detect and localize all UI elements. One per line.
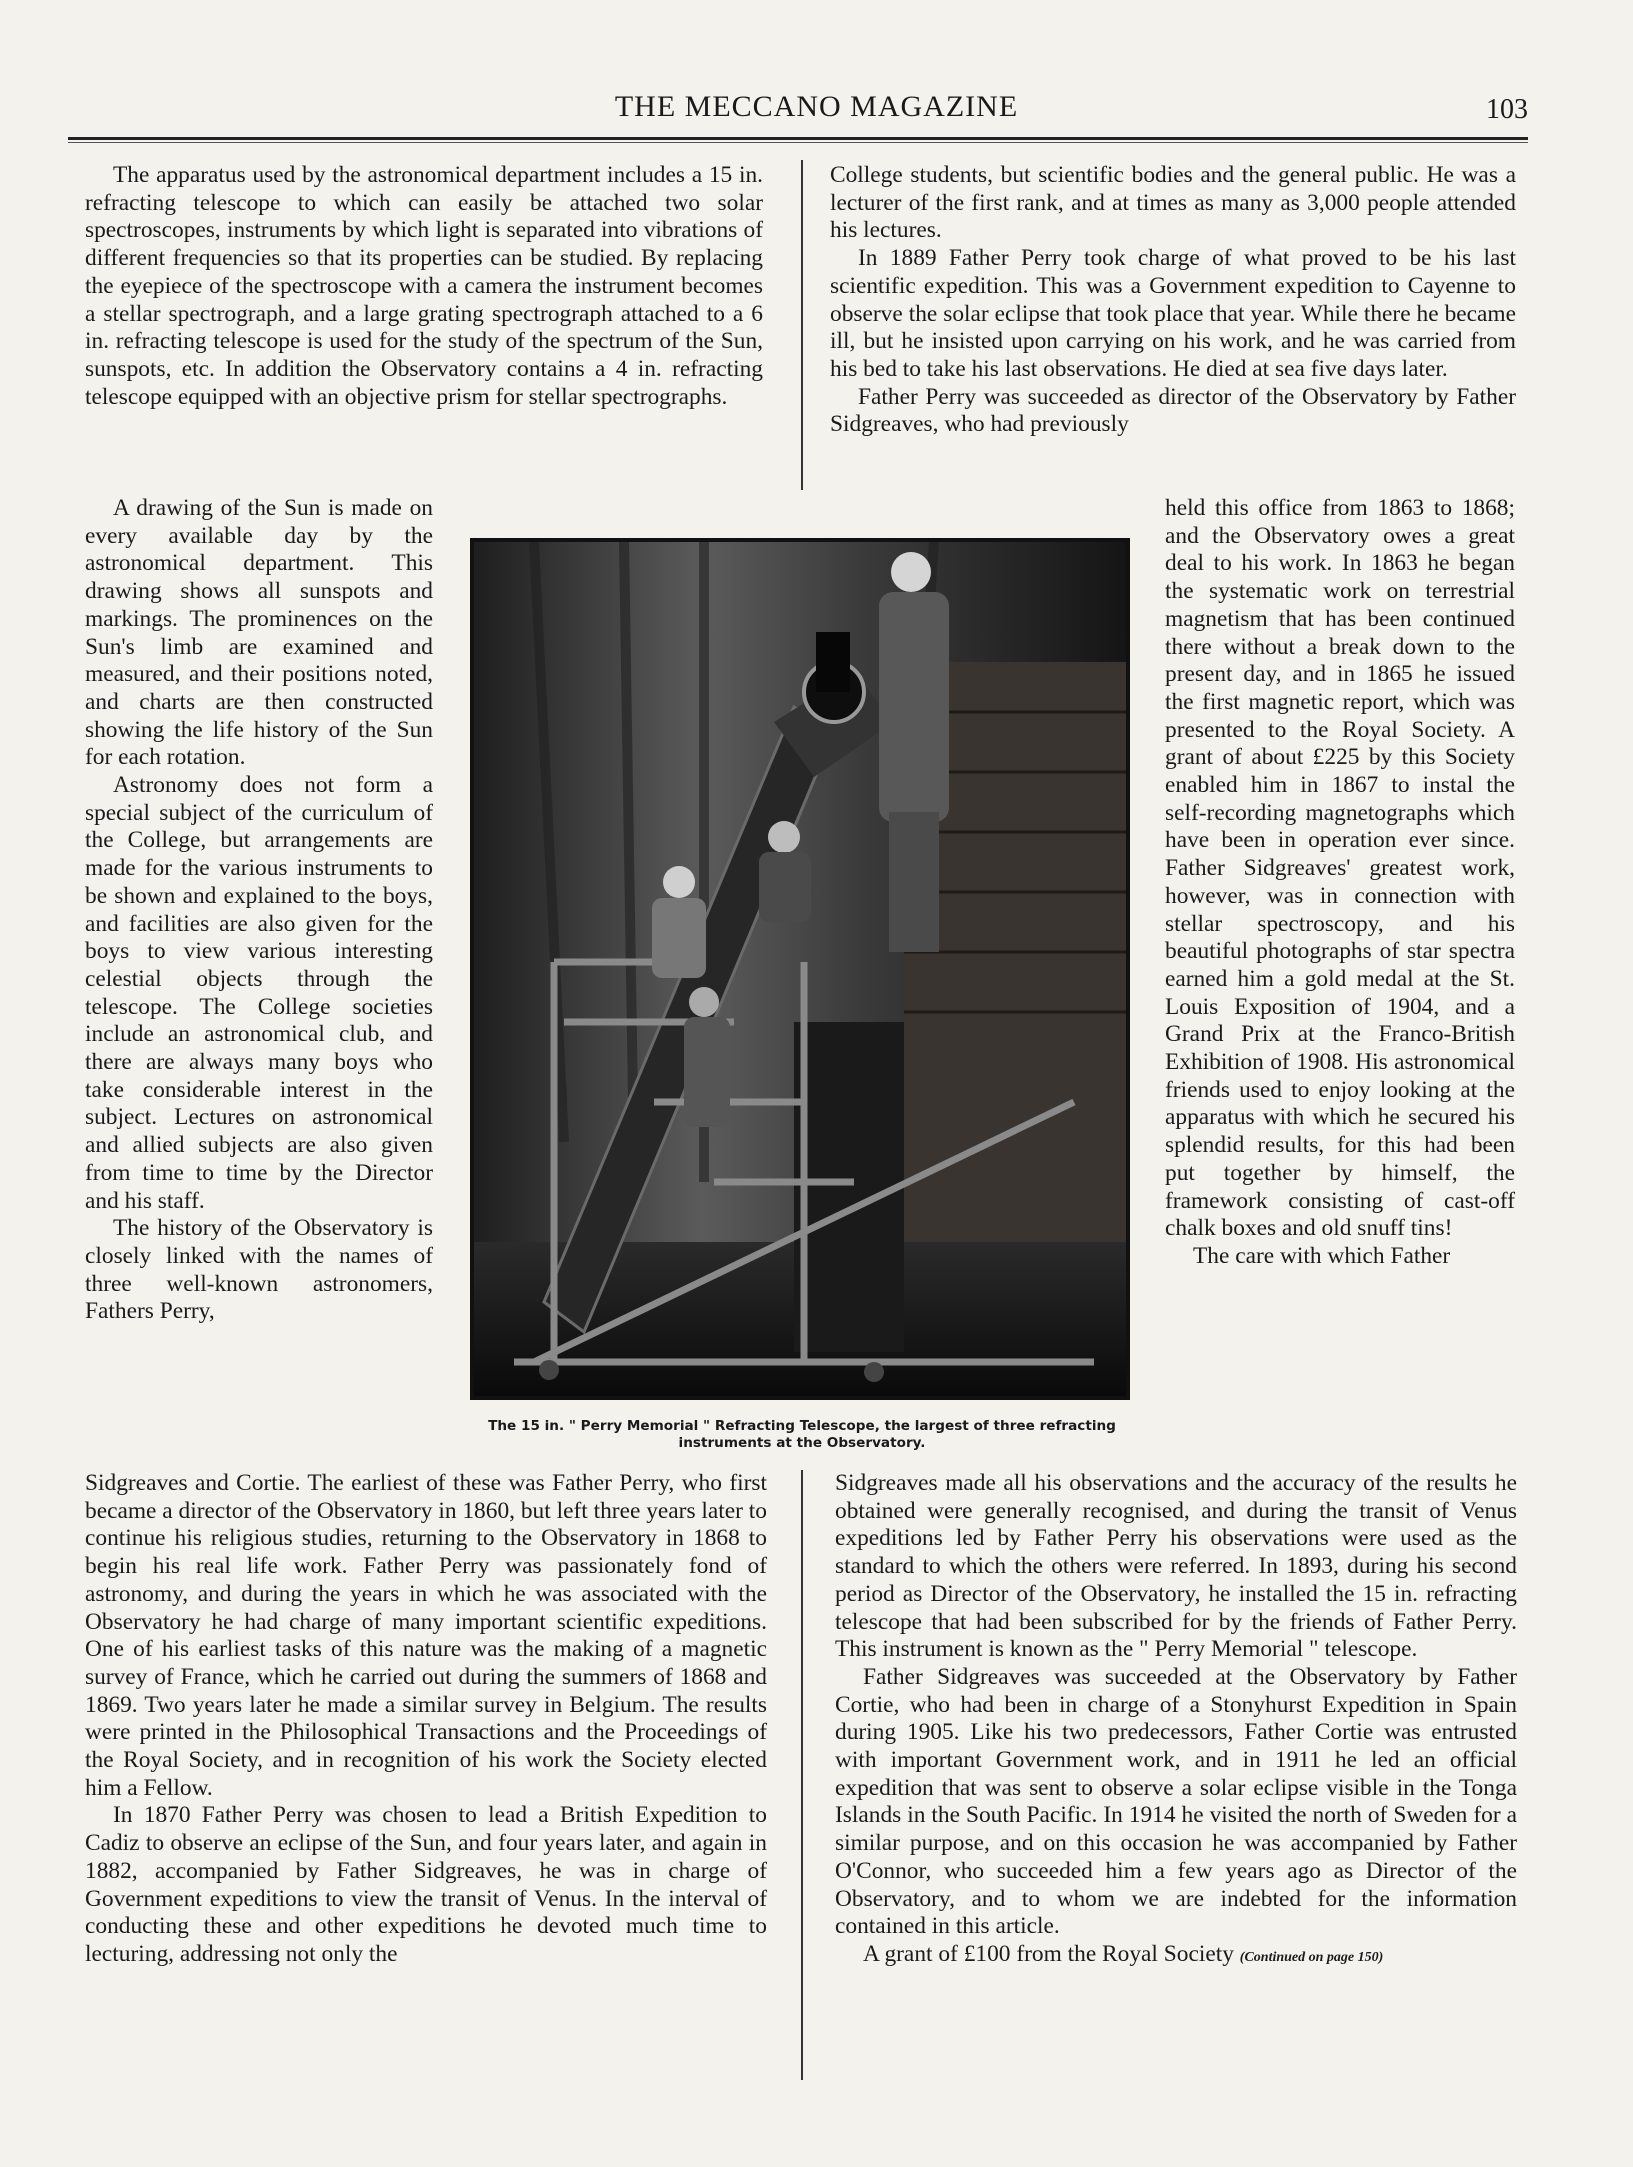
paragraph: Sidgreaves and Cortie. The earliest of these was Father Perry, who first became a director of the Observatory in 1860, but left three years later to continue his religious studies, returning to the Observatory in 1868 to begin his real life work. Father Perry was passionately fond of astronomy, and during the years in which he was associated with the Observatory he had charge of many important scientific expeditions. One of his earliest tasks of this nature was the making of a magnetic survey of France, which he carried out during the summers of 1868 and 1869. Two years later he made a similar survey in Belgium. The results were printed in the Philosophical Transactions and the Proceedings of the Royal Society, and in recognition of his work the Society elected him a Fellow. <box>85 1470 767 1801</box>
continued-note: (Continued on page 150) <box>1239 1949 1384 1965</box>
column-divider-bottom <box>801 1470 803 2080</box>
header-rule <box>68 137 1528 143</box>
article-right-narrow <box>1165 495 1515 1271</box>
paragraph: College students, but scientific bodies and the general public. He was a lecturer of the first rank, and at times as many as 3,000 people attended his lectures. <box>830 162 1516 244</box>
paragraph: In 1870 Father Perry was chosen to lead a British Expedition to Cadiz to observe an eclipse of the Sun, and four years later, and again in 1882, accompanied by Father Sidgreaves, he was in charge of Government expeditions to view the transit of Venus. In the interval of conducting these and other expeditions he devoted much time to lecturing, addressing not only the <box>85 1802 767 1967</box>
page-number: 103 <box>1486 94 1528 125</box>
paragraph: Astronomy does not form a special subject of the curriculum of the College, but arrangements are made for the various instruments to be shown and explained to the boys, and facilities are also given for the boys to view various interesting celestial objects through the telescope. The College societies include an astronomical club, and there are always many boys who take considerable interest in the subject. Lectures on astronomical and allied subjects are also given from time to time by the Director and his staff. <box>85 772 433 1214</box>
paragraph: Sidgreaves made all his observations and the accuracy of the results he obtained were generally recognised, and during the transit of Venus expeditions led by Father Perry his observations were used as the standard to which the others were referred. In 1893, during his second period as Director of the Observatory, he installed the 15 in. refracting telescope that had been subscribed for by the friends of Father Perry. This instrument is known as the " Perry Memorial " telescope. <box>835 1470 1517 1663</box>
article-right-top <box>830 162 1516 439</box>
caption-line-2: instruments at the Observatory. <box>678 1435 926 1451</box>
caption-line-1: The 15 in. " Perry Memorial " Refracting Telescope, the largest of three refracting <box>488 1418 1116 1434</box>
figure-caption <box>452 1418 1152 1452</box>
paragraph: A drawing of the Sun is made on every available day by the astronomical department. This drawing shows all sunspots and markings. The prominences on the Sun's limb are examined and measured, and their positions noted, and charts are then constructed showing the life history of the Sun for each rotation. <box>85 495 433 771</box>
header-title: THE MECCANO MAGAZINE <box>614 90 1019 123</box>
paragraph: A grant of £100 from the Royal Society (Continued on page 150) <box>863 1940 1384 1967</box>
paragraph: held this office from 1863 to 1868; and the Observatory owes a great deal to his work. In 1863 he began the systematic work on terrestrial magnetism that has been continued there without a break down to the present day, and in 1865 he issued the first magnetic report, which was presented to the Royal Society. A grant of about £225 by this Society enabled him in 1867 to instal the self-recording magnetographs which have been in operation ever since. Father Sidgreaves' greatest work, however, was in connection with stellar spectroscopy, and his beautiful photographs of star spectra earned him a gold medal at the St. Louis Exposition of 1904, and a Grand Prix at the Franco-British Exhibition of 1908. His astronomical friends used to enjoy looking at the apparatus with which he secured his splendid results, for this had been put together by himself, the framework consisting of cast-off chalk boxes and old snuff tins! <box>1165 495 1515 1242</box>
article-left-top <box>85 162 763 411</box>
paragraph: Father Sidgreaves was succeeded at the Observatory by Father Cortie, who had been in charge of a Stonyhurst Expedition in Spain during 1905. Like his two predecessors, Father Cortie was entrusted with important Government work, and in 1911 he led an official expedition that was sent to observe a solar eclipse visible in the Tonga Islands in the South Pacific. In 1914 he visited the north of Sweden for a similar purpose, and on this occasion he was accompanied by Father O'Connor, who succeeded him a few years ago as Director of the Observatory, and to whom we are indebted for the information contained in this article. <box>835 1663 1517 1940</box>
article-left-narrow <box>85 495 433 1326</box>
paragraph: Father Perry was succeeded as director of the Observatory by Father Sidgreaves, who had previously <box>830 383 1516 438</box>
article-left-bottom <box>85 1470 767 1969</box>
paragraph: The care with which Father <box>1193 1242 1451 1269</box>
paragraph: In 1889 Father Perry took charge of what proved to be his last scientific expedition. This was a Government expedition to Cayenne to observe the solar eclipse that took place that year. While there he became ill, but he insisted upon carrying on his work, and he was carried from his bed to take his last observations. He died at sea five days later. <box>830 245 1516 382</box>
paragraph: The history of the Observatory is closely linked with the names of three well-known astronomers, Fathers Perry, <box>85 1215 433 1325</box>
article-right-bottom <box>835 1470 1517 1972</box>
paragraph: The apparatus used by the astronomical department includes a 15 in. refracting telescope to which can easily be attached two solar spectroscopes, instruments by which light is separated into vibrations of different frequencies so that its properties can be studied. By replacing the eyepiece of the spectroscope with a camera the instrument becomes a stellar spectrograph, and a large grating spectrograph attached to a 6 in. refracting telescope is used for the study of the spectrum of the Sun, sunspots, etc. In addition the Observatory contains a 4 in. refracting telescope equipped with an objective prism for stellar spectrographs. <box>85 162 763 410</box>
telescope-photograph <box>470 538 1130 1400</box>
column-divider-top <box>801 160 803 490</box>
